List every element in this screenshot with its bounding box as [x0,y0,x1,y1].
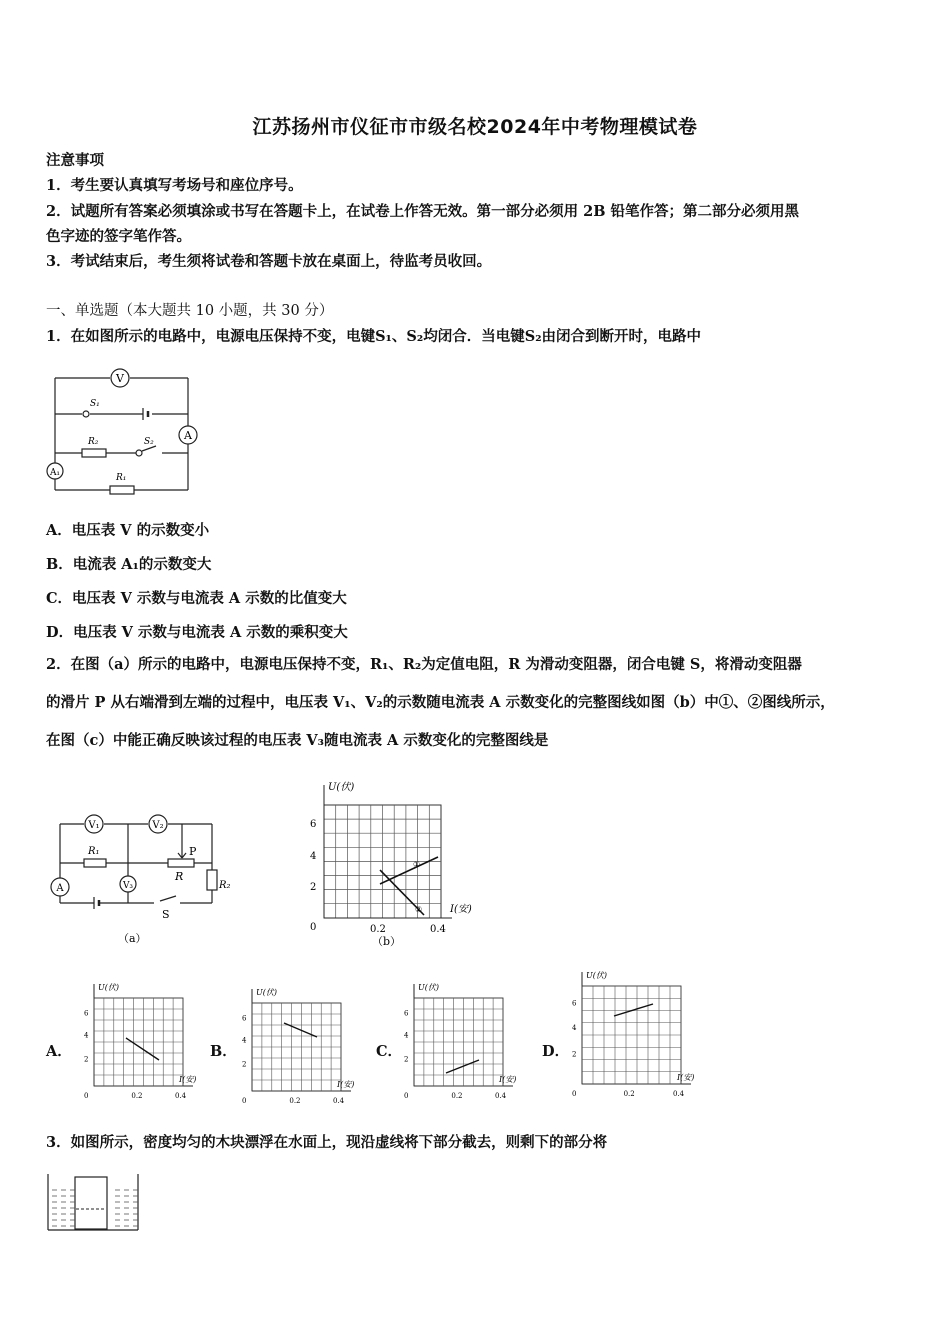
option-xtick: 0.4 [175,1092,187,1100]
question-3-stem: 3．如图所示，密度均匀的木块漂浮在水面上，现沿虚线将下部分截去，则剩下的部分将 [46,1134,608,1151]
notice-item: 1．考生要认真填写考场号和座位序号。 [46,177,303,194]
figure-a-caption: （a） [118,932,147,945]
q1-circuit-diagram [40,366,205,496]
graph-b-ylabel: U(伏) [328,782,355,793]
q1-option-a: A．电压表 V 的示数变小 [46,522,210,539]
option-ytick: 4 [404,1031,409,1040]
option-ytick: 0 [84,1092,89,1100]
resistor-r1-label: R₁ [88,846,100,857]
resistor-r2-label: R₂ [88,437,99,447]
option-xtick: 0.4 [495,1092,507,1100]
option-ytick: 2 [404,1055,409,1064]
q1-option-d: D．电压表 V 示数与电流表 A 示数的乘积变大 [46,624,348,641]
switch-s-label: S [162,908,170,921]
option-grid [582,986,681,1084]
voltmeter-v1-label: V₁ [88,820,100,831]
ammeter-a-label: A [184,429,192,442]
switch-s2-label: S₂ [144,437,154,447]
option-ylabel: U(伏) [418,983,439,992]
graph-b-xlabel: I(安) [450,904,472,915]
option-ytick: 0 [404,1092,409,1100]
option-ytick: 0 [572,1090,577,1098]
option-grid [414,998,503,1086]
notice-item: 色字迹的签字笔作答。 [46,228,191,245]
switch-s1-label: S₁ [90,399,100,409]
option-xlabel: I(安) [179,1075,197,1084]
option-xlabel: I(安) [499,1075,517,1084]
notice-heading: 注意事项 [46,152,104,169]
graph-b-grid [324,805,441,918]
q2-option-a-graph [80,980,205,1100]
option-ytick: 6 [242,1014,247,1023]
graph-b-ytick: 2 [310,882,317,893]
resistor-r2-label: R₂ [219,880,231,891]
option-ytick: 6 [84,1009,89,1018]
option-grid [94,998,183,1086]
q1-option-b: B．电流表 A₁的示数变大 [46,556,212,573]
question-2-stem: 在图（c）中能正确反映该过程的电压表 V₃随电流表 A 示数变化的完整图线是 [46,732,549,749]
question-2-stem: 的滑片 P 从右端滑到左端的过程中，电压表 V₁、V₂的示数随电流表 A 示数变化的完整图线如图（b）中①、②图线所示， [46,694,835,711]
page-title: 江苏扬州市仪征市市级名校2024年中考物理模试卷 [252,116,698,138]
option-ytick: 2 [84,1055,89,1064]
q2-option-b-label: B． [210,1043,237,1060]
q2-option-b-graph [238,985,363,1105]
graph-b-line-2-label: ② [415,905,423,914]
q2-option-c-label: C． [376,1043,403,1060]
q3-beaker-diagram [44,1172,144,1234]
q2-option-a-label: A． [46,1043,72,1060]
resistor-r1-label: R₁ [116,473,127,483]
option-ytick: 4 [242,1036,247,1045]
option-ytick: 4 [84,1031,89,1040]
option-ytick: 2 [242,1060,247,1069]
voltmeter-v2-label: V₂ [152,820,164,831]
option-ylabel: U(伏) [586,971,607,980]
figure-b-caption: （b） [372,935,402,948]
option-grid [252,1003,341,1091]
question-1-stem: 1．在如图所示的电路中，电源电压保持不变，电键S₁、S₂均闭合．当电键S₂由闭合到断开时，电路中 [46,328,702,345]
graph-b-ytick: 4 [310,851,317,862]
option-ytick: 6 [404,1009,409,1018]
option-line [126,1038,159,1060]
option-xtick: 0.2 [131,1092,143,1100]
option-ytick: 6 [572,999,577,1008]
notice-item: 3．考试结束后，考生须将试卷和答题卡放在桌面上，待监考员收回。 [46,253,492,270]
graph-b-ytick: 0 [310,922,317,933]
question-2-stem: 2．在图（a）所示的电路中，电源电压保持不变，R₁、R₂为定值电阻，R 为滑动变阻器，闭合电键 S，将滑动变阻器 [46,656,802,673]
option-xtick: 0.2 [451,1092,463,1100]
option-line [614,1004,653,1016]
option-xtick: 0.2 [289,1097,301,1105]
section-heading: 一、单选题（本大题共 10 小题，共 30 分） [46,303,334,319]
graph-b-xtick: 0.2 [370,924,386,935]
option-xtick: 0.4 [333,1097,345,1105]
q2-option-c-graph [400,980,525,1100]
graph-b-line-1-label: ① [413,860,421,869]
q2-option-d-graph [568,968,703,1098]
q1-option-c: C．电压表 V 示数与电流表 A 示数的比值变大 [46,590,347,607]
option-ylabel: U(伏) [98,983,119,992]
graph-b-ytick: 6 [310,819,317,830]
q2-graph-b [300,775,480,950]
option-line [446,1060,479,1073]
slider-r-label: R [175,870,184,883]
ammeter-a-label: A [56,883,64,894]
notice-item: 2．试题所有答案必须填涂或书写在答题卡上，在试卷上作答无效。第一部分必须用 2B 铅笔作答；第二部分必须用黑 [46,203,800,220]
option-ytick: 0 [242,1097,247,1105]
option-ytick: 2 [572,1050,577,1059]
slider-p-label: P [189,845,197,858]
option-ylabel: U(伏) [256,988,277,997]
voltmeter-v-label: V [116,372,124,385]
voltmeter-v3-label: V₃ [122,881,134,891]
option-xlabel: I(安) [337,1080,355,1089]
option-xlabel: I(安) [677,1073,695,1082]
option-xtick: 0.2 [623,1090,635,1098]
option-ytick: 4 [572,1024,577,1033]
graph-b-xtick: 0.4 [430,924,446,935]
option-xtick: 0.4 [673,1090,685,1098]
q2-option-d-label: D． [542,1043,570,1060]
ammeter-a1-label: A₁ [49,468,61,478]
q2-circuit-diagram [44,808,244,948]
